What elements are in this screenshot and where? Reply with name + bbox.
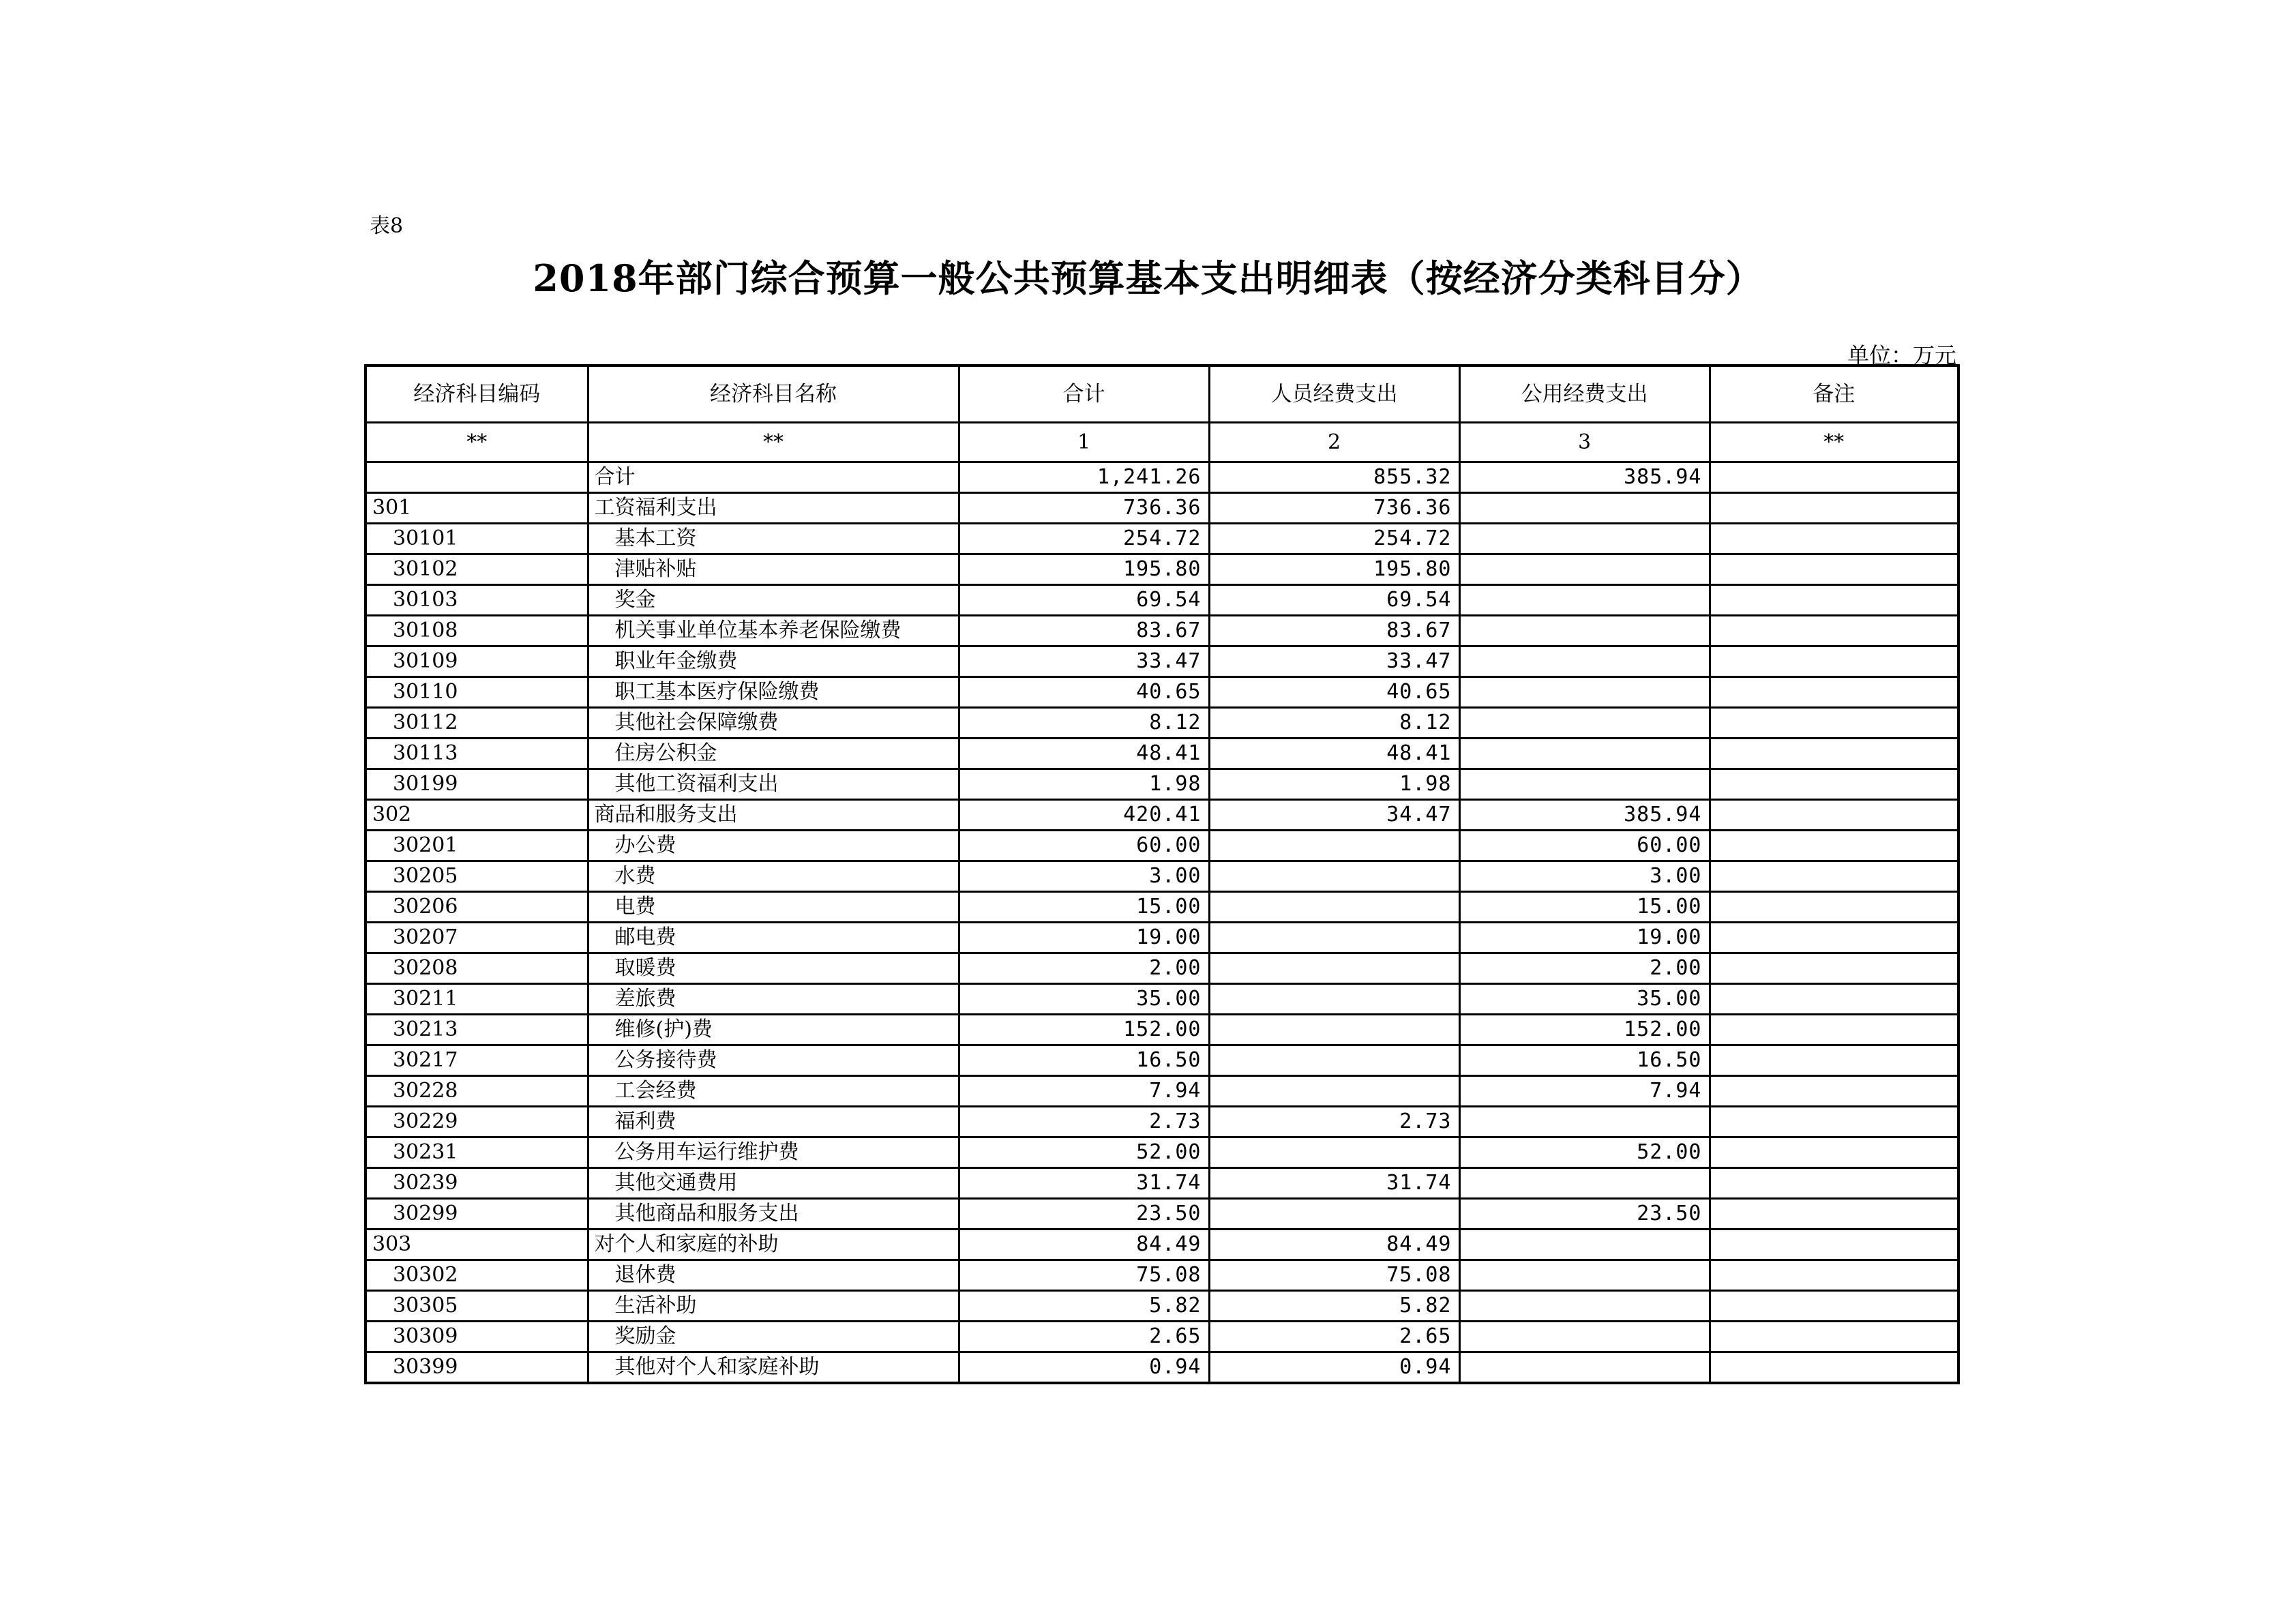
cell-name: 其他商品和服务支出 xyxy=(588,1199,959,1230)
cell-name: 住房公积金 xyxy=(588,739,959,769)
table-row xyxy=(366,493,1958,524)
cell-personnel: 34.47 xyxy=(1209,800,1459,831)
cell-personnel xyxy=(1209,1199,1459,1230)
cell-note xyxy=(1710,585,1958,616)
budget-table xyxy=(364,364,1960,1384)
cell-personnel: 855.32 xyxy=(1209,462,1459,493)
table-row xyxy=(366,1076,1958,1107)
cell-note xyxy=(1710,1291,1958,1322)
cell-public xyxy=(1459,554,1710,585)
cell-code: 30113 xyxy=(366,739,588,769)
cell-total: 48.41 xyxy=(959,739,1209,769)
cell-public: 7.94 xyxy=(1459,1076,1710,1107)
cell-note xyxy=(1710,1352,1958,1384)
cell-name: 公务接待费 xyxy=(588,1045,959,1076)
cell-personnel xyxy=(1209,892,1459,923)
cell-personnel: 0.94 xyxy=(1209,1352,1459,1384)
cell-total: 5.82 xyxy=(959,1291,1209,1322)
cell-personnel: 83.67 xyxy=(1209,616,1459,646)
cell-code: 303 xyxy=(366,1230,588,1260)
table-row xyxy=(366,1045,1958,1076)
cell-public xyxy=(1459,493,1710,524)
cell-personnel: 1.98 xyxy=(1209,769,1459,800)
cell-code: 30110 xyxy=(366,677,588,708)
table-row xyxy=(366,892,1958,923)
cell-name: 生活补助 xyxy=(588,1291,959,1322)
cell-name: 津贴补贴 xyxy=(588,554,959,585)
cell-total: 0.94 xyxy=(959,1352,1209,1384)
cell-code: 30231 xyxy=(366,1137,588,1168)
cell-total: 15.00 xyxy=(959,892,1209,923)
cell-public xyxy=(1459,1260,1710,1291)
cell-name: 取暖费 xyxy=(588,953,959,984)
col-header-public: 公用经费支出 xyxy=(1459,366,1710,423)
cell-personnel: 48.41 xyxy=(1209,739,1459,769)
cell-public xyxy=(1459,1107,1710,1137)
cell-total: 2.00 xyxy=(959,953,1209,984)
cell-personnel: 31.74 xyxy=(1209,1168,1459,1199)
cell-note xyxy=(1710,1260,1958,1291)
table-row xyxy=(366,646,1958,677)
cell-public: 3.00 xyxy=(1459,861,1710,892)
cell-note xyxy=(1710,984,1958,1015)
cell-public xyxy=(1459,646,1710,677)
cell-public xyxy=(1459,524,1710,554)
cell-code: 30239 xyxy=(366,1168,588,1199)
table-row xyxy=(366,1291,1958,1322)
cell-code: 302 xyxy=(366,800,588,831)
cell-total: 31.74 xyxy=(959,1168,1209,1199)
cell-total: 3.00 xyxy=(959,861,1209,892)
table-row xyxy=(366,1168,1958,1199)
cell-name: 机关事业单位基本养老保险缴费 xyxy=(588,616,959,646)
cell-note xyxy=(1710,1168,1958,1199)
cell-public: 35.00 xyxy=(1459,984,1710,1015)
cell-note xyxy=(1710,646,1958,677)
cell-note xyxy=(1710,769,1958,800)
table-row xyxy=(366,524,1958,554)
cell-name: 其他交通费用 xyxy=(588,1168,959,1199)
index-cell: 1 xyxy=(959,423,1209,462)
cell-note xyxy=(1710,892,1958,923)
cell-code: 30201 xyxy=(366,831,588,861)
cell-code: 30108 xyxy=(366,616,588,646)
cell-name: 奖金 xyxy=(588,585,959,616)
cell-note xyxy=(1710,708,1958,739)
table-row xyxy=(366,861,1958,892)
cell-note xyxy=(1710,616,1958,646)
cell-personnel xyxy=(1209,984,1459,1015)
cell-name: 职业年金缴费 xyxy=(588,646,959,677)
index-cell: ** xyxy=(588,423,959,462)
cell-total: 195.80 xyxy=(959,554,1209,585)
index-row xyxy=(366,423,1958,462)
cell-name: 福利费 xyxy=(588,1107,959,1137)
cell-code: 30302 xyxy=(366,1260,588,1291)
table-row xyxy=(366,800,1958,831)
col-header-note: 备注 xyxy=(1710,366,1958,423)
cell-name: 其他工资福利支出 xyxy=(588,769,959,800)
cell-personnel: 33.47 xyxy=(1209,646,1459,677)
cell-public: 60.00 xyxy=(1459,831,1710,861)
unit-label: 单位：万元 xyxy=(1847,342,1956,368)
cell-personnel xyxy=(1209,861,1459,892)
cell-code: 30109 xyxy=(366,646,588,677)
cell-name: 基本工资 xyxy=(588,524,959,554)
cell-note xyxy=(1710,1199,1958,1230)
cell-total: 2.65 xyxy=(959,1322,1209,1352)
cell-total: 1,241.26 xyxy=(959,462,1209,493)
cell-total: 2.73 xyxy=(959,1107,1209,1137)
cell-name: 对个人和家庭的补助 xyxy=(588,1230,959,1260)
cell-name: 其他对个人和家庭补助 xyxy=(588,1352,959,1384)
table-row xyxy=(366,1107,1958,1137)
table-row xyxy=(366,923,1958,953)
cell-personnel: 254.72 xyxy=(1209,524,1459,554)
cell-note xyxy=(1710,1322,1958,1352)
table-row xyxy=(366,1230,1958,1260)
cell-personnel xyxy=(1209,1137,1459,1168)
cell-total: 16.50 xyxy=(959,1045,1209,1076)
cell-public: 15.00 xyxy=(1459,892,1710,923)
cell-public: 152.00 xyxy=(1459,1015,1710,1045)
cell-note xyxy=(1710,1137,1958,1168)
table-body xyxy=(366,462,1958,1384)
table-row xyxy=(366,739,1958,769)
table-row xyxy=(366,1137,1958,1168)
cell-note xyxy=(1710,953,1958,984)
cell-name: 差旅费 xyxy=(588,984,959,1015)
cell-note xyxy=(1710,677,1958,708)
col-header-name: 经济科目名称 xyxy=(588,366,959,423)
cell-name: 公务用车运行维护费 xyxy=(588,1137,959,1168)
index-cell: ** xyxy=(366,423,588,462)
cell-public xyxy=(1459,677,1710,708)
cell-name: 合计 xyxy=(588,462,959,493)
cell-personnel xyxy=(1209,953,1459,984)
cell-name: 奖励金 xyxy=(588,1322,959,1352)
cell-total: 420.41 xyxy=(959,800,1209,831)
cell-public xyxy=(1459,585,1710,616)
cell-public xyxy=(1459,708,1710,739)
table-row xyxy=(366,769,1958,800)
cell-code: 30229 xyxy=(366,1107,588,1137)
cell-total: 75.08 xyxy=(959,1260,1209,1291)
table-row xyxy=(366,1352,1958,1384)
cell-code: 30101 xyxy=(366,524,588,554)
cell-total: 19.00 xyxy=(959,923,1209,953)
cell-code: 30299 xyxy=(366,1199,588,1230)
cell-total: 60.00 xyxy=(959,831,1209,861)
cell-name: 职工基本医疗保险缴费 xyxy=(588,677,959,708)
cell-code: 30399 xyxy=(366,1352,588,1384)
table-row xyxy=(366,462,1958,493)
cell-code: 30206 xyxy=(366,892,588,923)
cell-note xyxy=(1710,800,1958,831)
table-number-label: 表8 xyxy=(370,214,404,238)
cell-public: 385.94 xyxy=(1459,462,1710,493)
page-title: 2018年部门综合预算一般公共预算基本支出明细表（按经济分类科目分） xyxy=(533,256,1763,300)
cell-personnel: 84.49 xyxy=(1209,1230,1459,1260)
cell-total: 83.67 xyxy=(959,616,1209,646)
cell-note xyxy=(1710,1015,1958,1045)
cell-total: 152.00 xyxy=(959,1015,1209,1045)
table-row xyxy=(366,585,1958,616)
cell-name: 邮电费 xyxy=(588,923,959,953)
cell-total: 23.50 xyxy=(959,1199,1209,1230)
cell-personnel xyxy=(1209,1045,1459,1076)
cell-note xyxy=(1710,1045,1958,1076)
cell-personnel: 75.08 xyxy=(1209,1260,1459,1291)
table-row xyxy=(366,1015,1958,1045)
cell-total: 7.94 xyxy=(959,1076,1209,1107)
cell-total: 40.65 xyxy=(959,677,1209,708)
cell-personnel: 195.80 xyxy=(1209,554,1459,585)
cell-total: 84.49 xyxy=(959,1230,1209,1260)
cell-total: 33.47 xyxy=(959,646,1209,677)
cell-public: 385.94 xyxy=(1459,800,1710,831)
cell-name: 商品和服务支出 xyxy=(588,800,959,831)
cell-name: 其他社会保障缴费 xyxy=(588,708,959,739)
cell-note xyxy=(1710,831,1958,861)
index-cell: 3 xyxy=(1459,423,1710,462)
cell-name: 工会经费 xyxy=(588,1076,959,1107)
table-row xyxy=(366,1199,1958,1230)
cell-personnel: 40.65 xyxy=(1209,677,1459,708)
col-header-total: 合计 xyxy=(959,366,1209,423)
table-row xyxy=(366,1260,1958,1291)
cell-public xyxy=(1459,616,1710,646)
cell-code: 30228 xyxy=(366,1076,588,1107)
cell-code: 301 xyxy=(366,493,588,524)
cell-name: 水费 xyxy=(588,861,959,892)
cell-note xyxy=(1710,1076,1958,1107)
cell-name: 电费 xyxy=(588,892,959,923)
cell-personnel: 5.82 xyxy=(1209,1291,1459,1322)
cell-personnel xyxy=(1209,923,1459,953)
cell-code: 30102 xyxy=(366,554,588,585)
cell-code: 30208 xyxy=(366,953,588,984)
table-row xyxy=(366,677,1958,708)
cell-total: 254.72 xyxy=(959,524,1209,554)
cell-public: 52.00 xyxy=(1459,1137,1710,1168)
cell-note xyxy=(1710,739,1958,769)
cell-note xyxy=(1710,462,1958,493)
cell-total: 8.12 xyxy=(959,708,1209,739)
cell-public xyxy=(1459,739,1710,769)
table-row xyxy=(366,554,1958,585)
cell-note xyxy=(1710,524,1958,554)
cell-personnel: 69.54 xyxy=(1209,585,1459,616)
cell-code: 30309 xyxy=(366,1322,588,1352)
cell-code: 30213 xyxy=(366,1015,588,1045)
cell-personnel xyxy=(1209,1015,1459,1045)
cell-code xyxy=(366,462,588,493)
cell-public xyxy=(1459,1352,1710,1384)
cell-note xyxy=(1710,861,1958,892)
cell-public: 16.50 xyxy=(1459,1045,1710,1076)
table-row xyxy=(366,984,1958,1015)
cell-code: 30199 xyxy=(366,769,588,800)
cell-personnel: 8.12 xyxy=(1209,708,1459,739)
cell-public: 2.00 xyxy=(1459,953,1710,984)
cell-note xyxy=(1710,1107,1958,1137)
index-cell: ** xyxy=(1710,423,1958,462)
col-header-personnel: 人员经费支出 xyxy=(1209,366,1459,423)
cell-name: 维修(护)费 xyxy=(588,1015,959,1045)
cell-note xyxy=(1710,493,1958,524)
cell-personnel: 2.73 xyxy=(1209,1107,1459,1137)
table-row xyxy=(366,708,1958,739)
cell-code: 30112 xyxy=(366,708,588,739)
table-row xyxy=(366,831,1958,861)
table-row xyxy=(366,616,1958,646)
cell-personnel xyxy=(1209,1076,1459,1107)
cell-code: 30207 xyxy=(366,923,588,953)
cell-total: 35.00 xyxy=(959,984,1209,1015)
cell-public xyxy=(1459,1230,1710,1260)
cell-name: 退休费 xyxy=(588,1260,959,1291)
cell-code: 30211 xyxy=(366,984,588,1015)
cell-total: 52.00 xyxy=(959,1137,1209,1168)
cell-name: 工资福利支出 xyxy=(588,493,959,524)
cell-code: 30217 xyxy=(366,1045,588,1076)
cell-code: 30305 xyxy=(366,1291,588,1322)
cell-code: 30103 xyxy=(366,585,588,616)
cell-personnel: 736.36 xyxy=(1209,493,1459,524)
cell-personnel xyxy=(1209,831,1459,861)
cell-public xyxy=(1459,1291,1710,1322)
cell-public: 23.50 xyxy=(1459,1199,1710,1230)
table-row xyxy=(366,953,1958,984)
cell-total: 69.54 xyxy=(959,585,1209,616)
cell-name: 办公费 xyxy=(588,831,959,861)
cell-total: 736.36 xyxy=(959,493,1209,524)
index-cell: 2 xyxy=(1209,423,1459,462)
header-row xyxy=(366,366,1958,423)
cell-public xyxy=(1459,1322,1710,1352)
cell-public xyxy=(1459,769,1710,800)
cell-note xyxy=(1710,554,1958,585)
cell-note xyxy=(1710,923,1958,953)
cell-note xyxy=(1710,1230,1958,1260)
cell-code: 30205 xyxy=(366,861,588,892)
cell-personnel: 2.65 xyxy=(1209,1322,1459,1352)
table-row xyxy=(366,1322,1958,1352)
col-header-code: 经济科目编码 xyxy=(366,366,588,423)
cell-public: 19.00 xyxy=(1459,923,1710,953)
cell-total: 1.98 xyxy=(959,769,1209,800)
cell-public xyxy=(1459,1168,1710,1199)
